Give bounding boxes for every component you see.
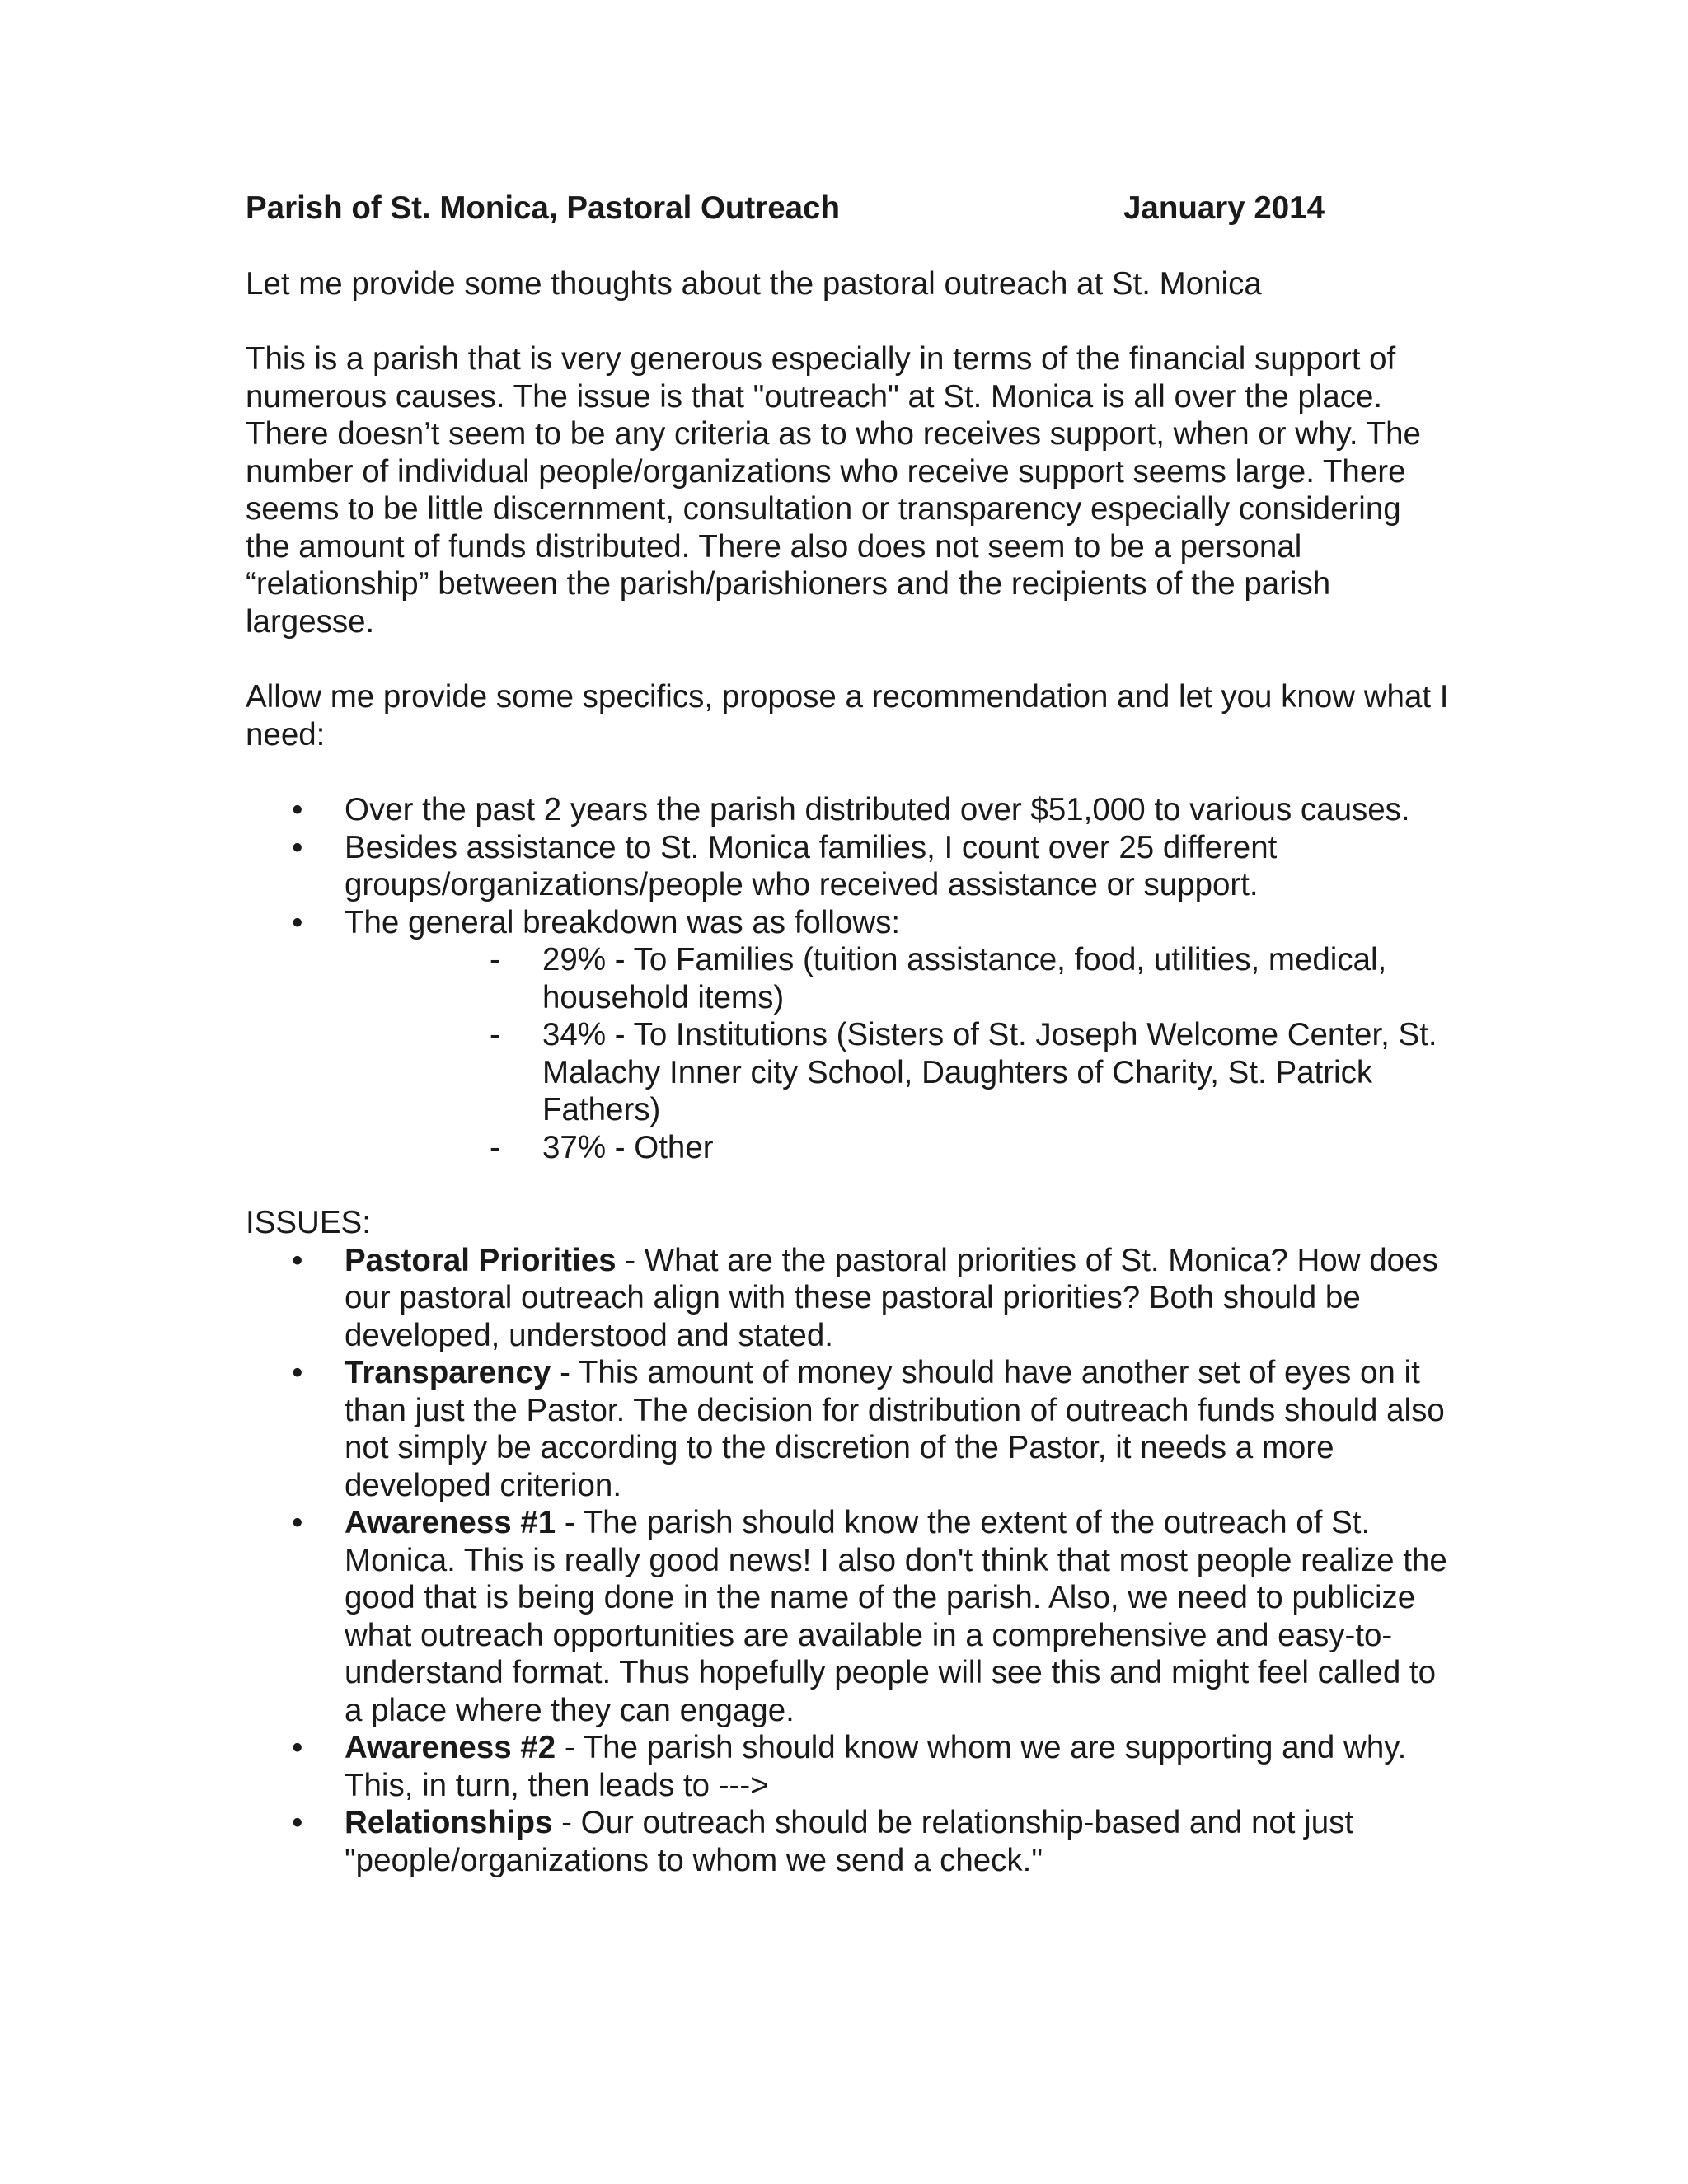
issue-item	[246, 1242, 1449, 1355]
issue-title: Awareness #1	[345, 1505, 556, 1540]
issue-title: Pastoral Priorities	[345, 1242, 617, 1278]
issue-item	[246, 1804, 1449, 1879]
issue-text: - The parish should know whom we are supporting and why. This, in turn, then leads to --->	[345, 1730, 1407, 1803]
specifics-list	[246, 791, 1449, 1166]
breakdown-item: - 37% - Other	[345, 1129, 1449, 1167]
specifics-item: • The general breakdown was as follows: - 29% - To Families (tuition assistance, food, utilities, medical, household items) - 34% - To Institutions (Sisters of St. Joseph Welcome Center, St. Malachy Inner city School, Daughters of Charity, St. Patrick Fathers) - 37% - Other	[246, 904, 1449, 1167]
specifics-item: • Over the past 2 years the parish distributed over $51,000 to various causes.	[246, 791, 1449, 829]
breakdown-list	[345, 941, 1449, 1166]
issue-title: Transparency	[345, 1355, 551, 1390]
issue-text: - This amount of money should have another set of eyes on it than just the Pastor. The decision for distribution of outreach funds should also not simply be according to the discretion of the Pastor, it needs a more developed criterion.	[345, 1355, 1445, 1503]
breakdown-item: - 34% - To Institutions (Sisters of St. Joseph Welcome Center, St. Malachy Inner city School, Daughters of Charity, St. Patrick Fathers)	[345, 1016, 1449, 1129]
document-header	[246, 190, 1449, 227]
issue-text: - Our outreach should be relationship-based and not just "people/organizations to whom we send a check."	[345, 1805, 1354, 1878]
issues-heading: ISSUES:	[246, 1205, 371, 1240]
issue-item	[246, 1504, 1449, 1729]
issue-text: - The parish should know the extent of the outreach of St. Monica. This is really good news! I also don't think that most people realize the good that is being done in the name of the parish. Also, we need to publicize what outreach opportunities are available in a comprehensive and easy-to-understand format. Thus hopefully people will see this and might feel called to a place where they can engage.	[345, 1505, 1447, 1728]
issue-title: Relationships	[345, 1805, 553, 1840]
issue-item	[246, 1354, 1449, 1504]
body-paragraph-1: This is a parish that is very generous especially in terms of the financial support of numerous causes. The issue is that "outreach" at St. Monica is all over the place. There doesn’t seem to be any criteria as to who receives support, when or why. The number of individual people/organizations who receive support seems large. There seems to be little discernment, consultation or transparency especially considering the amount of funds distributed. There also does not seem to be a personal “relationship” between the parish/parishioners and the recipients of the parish largesse.	[246, 341, 1421, 640]
issue-text: - What are the pastoral priorities of St. Monica? How does our pastoral outreach align with these pastoral priorities? Both should be developed, understood and stated.	[345, 1242, 1438, 1353]
issues-list	[246, 1242, 1449, 1880]
document-page	[246, 190, 1449, 1879]
document-date: January 2014	[1123, 190, 1325, 226]
issue-title: Awareness #2	[345, 1730, 556, 1765]
intro-paragraph: Let me provide some thoughts about the pastoral outreach at St. Monica	[246, 265, 1262, 302]
specifics-item: • Besides assistance to St. Monica families, I count over 25 different groups/organizations/people who received assistance or support.	[246, 829, 1449, 904]
document-title: Parish of St. Monica, Pastoral Outreach	[246, 190, 840, 226]
breakdown-item: - 29% - To Families (tuition assistance, food, utilities, medical, household items)	[345, 941, 1449, 1016]
body-paragraph-2: Allow me provide some specifics, propose a recommendation and let you know what I need:	[246, 679, 1449, 752]
issue-item	[246, 1729, 1449, 1804]
